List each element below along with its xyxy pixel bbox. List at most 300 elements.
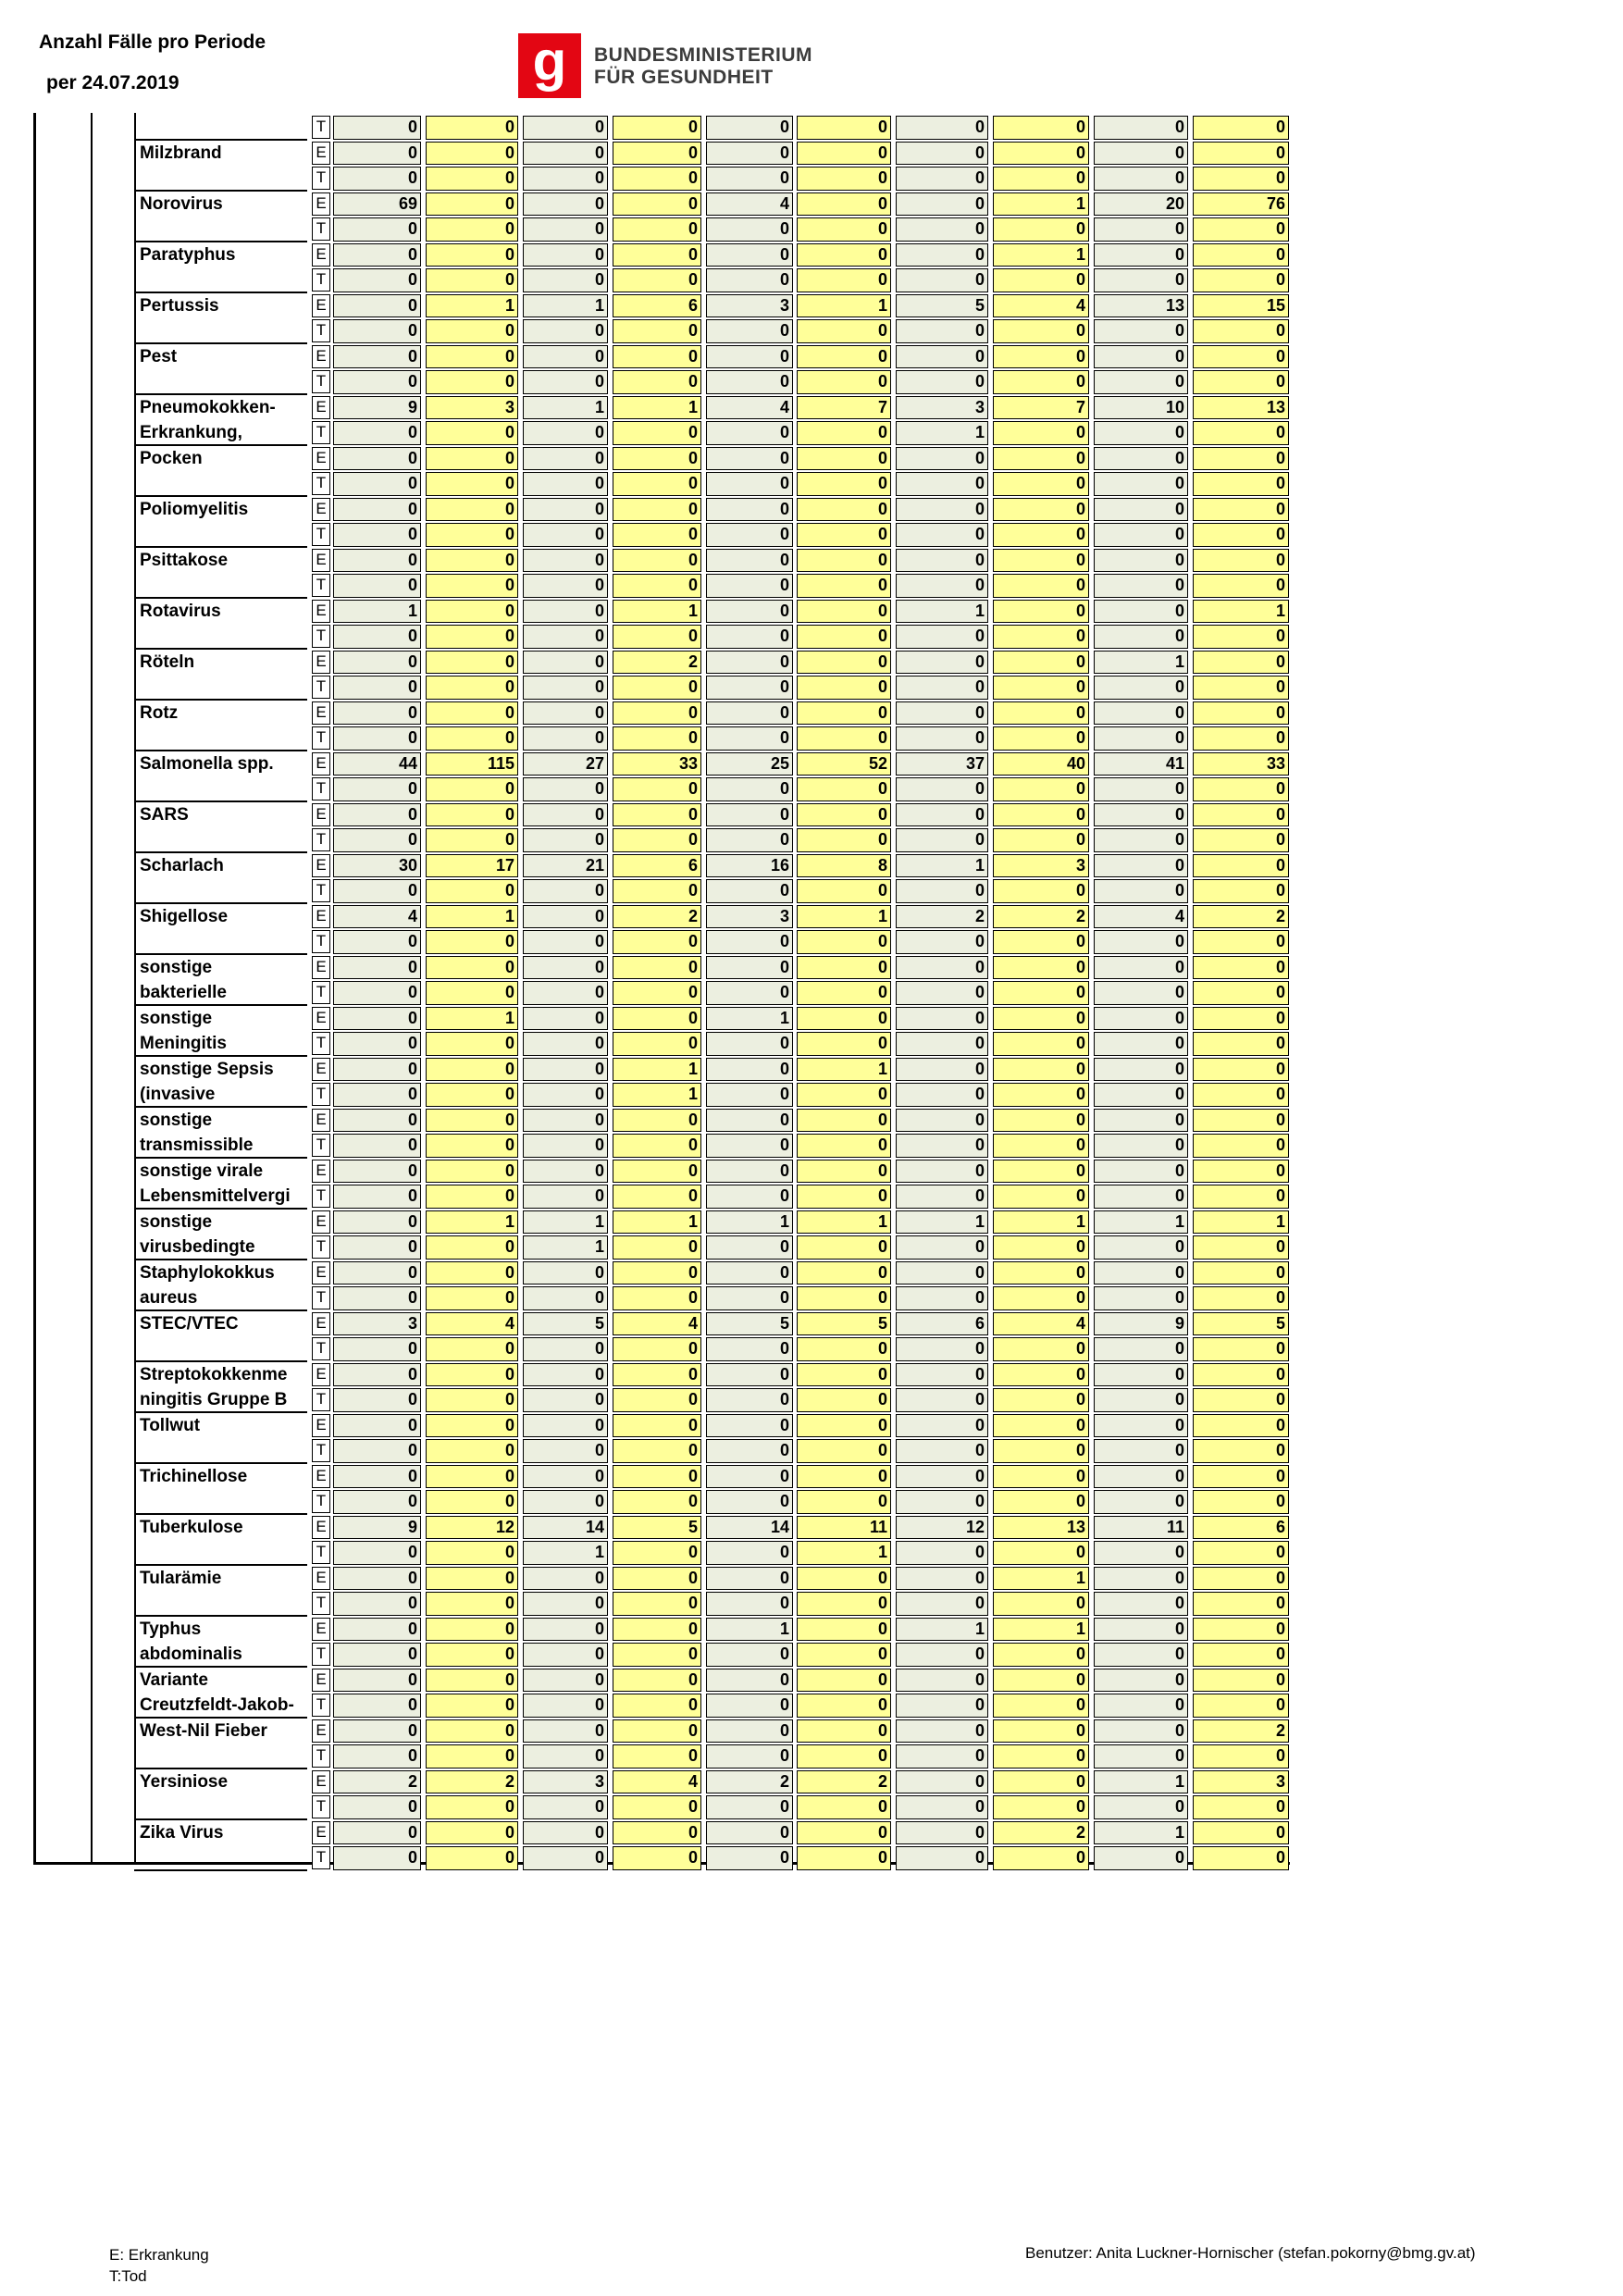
disease-name: West-Nil Fieber bbox=[140, 1720, 267, 1741]
value-cell: 0 bbox=[706, 981, 793, 1005]
legend-e: E: Erkrankung bbox=[109, 2246, 209, 2264]
value-cell: 0 bbox=[333, 268, 421, 292]
table-row bbox=[134, 318, 1291, 344]
value-cell: 0 bbox=[993, 1185, 1089, 1209]
value-cell: 0 bbox=[523, 116, 608, 140]
value-cell: 0 bbox=[1193, 1821, 1289, 1845]
disease-name: Streptokokkenme bbox=[140, 1364, 288, 1384]
value-cell: 0 bbox=[706, 116, 793, 140]
value-cell: 1 bbox=[896, 854, 988, 878]
disease-name bbox=[134, 878, 307, 904]
value-cell: 0 bbox=[1094, 1414, 1188, 1438]
value-cell: 0 bbox=[993, 472, 1089, 496]
table-row bbox=[134, 1006, 1291, 1032]
value-cell: 0 bbox=[523, 1821, 608, 1845]
value-cell: 0 bbox=[1094, 167, 1188, 191]
value-cell: 0 bbox=[613, 472, 701, 496]
value-cell: 0 bbox=[1193, 549, 1289, 573]
value-cell: 6 bbox=[896, 1312, 988, 1336]
value-cell: 0 bbox=[1193, 828, 1289, 852]
row-type: T bbox=[312, 777, 330, 800]
disease-name: Typhus bbox=[140, 1619, 202, 1639]
value-cell: 0 bbox=[896, 1567, 988, 1591]
value-cell: 0 bbox=[797, 370, 891, 394]
value-cell: 0 bbox=[426, 574, 518, 598]
value-cell: 0 bbox=[1193, 1083, 1289, 1107]
table-row bbox=[134, 344, 1291, 370]
value-cell: 0 bbox=[993, 1083, 1089, 1107]
value-cell: 0 bbox=[797, 1083, 891, 1107]
table-row bbox=[134, 675, 1291, 701]
value-cell: 0 bbox=[896, 676, 988, 700]
value-cell: 0 bbox=[993, 1363, 1089, 1387]
value-cell: 0 bbox=[797, 701, 891, 726]
value-cell: 0 bbox=[797, 1719, 891, 1744]
row-type: E bbox=[312, 1669, 330, 1692]
value-cell: 0 bbox=[993, 1694, 1089, 1718]
value-cell: 0 bbox=[1193, 1007, 1289, 1031]
value-cell: 0 bbox=[523, 1744, 608, 1769]
value-cell: 0 bbox=[1193, 217, 1289, 242]
value-cell: 0 bbox=[993, 370, 1089, 394]
table-row bbox=[134, 1515, 1291, 1541]
value-cell: 0 bbox=[993, 167, 1089, 191]
value-cell: 0 bbox=[993, 625, 1089, 649]
value-cell: 0 bbox=[797, 1744, 891, 1769]
value-cell: 76 bbox=[1193, 192, 1289, 217]
value-cell: 0 bbox=[993, 1160, 1089, 1184]
value-cell: 0 bbox=[1094, 1083, 1188, 1107]
row-type: T bbox=[312, 1388, 330, 1411]
value-cell: 0 bbox=[1193, 1058, 1289, 1082]
value-cell: 0 bbox=[1193, 981, 1289, 1005]
value-cell: 0 bbox=[523, 1363, 608, 1387]
value-cell: 0 bbox=[426, 421, 518, 445]
value-cell: 0 bbox=[896, 1770, 988, 1794]
value-cell: 0 bbox=[426, 498, 518, 522]
row-type: T bbox=[312, 1235, 330, 1259]
value-cell: 0 bbox=[993, 1643, 1089, 1667]
value-cell: 0 bbox=[426, 370, 518, 394]
value-cell: 40 bbox=[993, 752, 1089, 776]
table-row bbox=[134, 853, 1291, 879]
value-cell: 0 bbox=[333, 1821, 421, 1845]
value-cell: 0 bbox=[1193, 1795, 1289, 1819]
value-cell: 11 bbox=[1094, 1516, 1188, 1540]
value-cell: 1 bbox=[426, 1007, 518, 1031]
disease-name: abdominalis bbox=[134, 1642, 307, 1668]
value-cell: 0 bbox=[426, 879, 518, 903]
value-cell: 0 bbox=[613, 1007, 701, 1031]
value-cell: 0 bbox=[1193, 574, 1289, 598]
value-cell: 0 bbox=[706, 498, 793, 522]
value-cell: 0 bbox=[706, 1465, 793, 1489]
disease-name: Norovirus bbox=[140, 193, 223, 214]
value-cell: 0 bbox=[993, 701, 1089, 726]
row-type: E bbox=[312, 1007, 330, 1030]
table-row bbox=[134, 548, 1291, 574]
value-cell: 0 bbox=[797, 1846, 891, 1870]
value-cell: 0 bbox=[1193, 1261, 1289, 1285]
value-cell: 0 bbox=[523, 1261, 608, 1285]
value-cell: 0 bbox=[523, 447, 608, 471]
disease-name: Pest bbox=[140, 346, 178, 366]
table-row bbox=[134, 599, 1291, 625]
value-cell: 0 bbox=[706, 651, 793, 675]
value-cell: 0 bbox=[706, 777, 793, 801]
value-cell: 0 bbox=[613, 879, 701, 903]
value-cell: 0 bbox=[896, 1160, 988, 1184]
value-cell: 0 bbox=[797, 447, 891, 471]
value-cell: 2 bbox=[896, 905, 988, 929]
row-type: T bbox=[312, 676, 330, 699]
value-cell: 0 bbox=[797, 167, 891, 191]
table-divider bbox=[91, 113, 93, 1862]
disease-name: Röteln bbox=[140, 652, 195, 672]
row-type: T bbox=[312, 1846, 330, 1869]
page-title: Anzahl Fälle pro Periode bbox=[39, 31, 266, 53]
value-cell: 0 bbox=[896, 956, 988, 980]
value-cell: 0 bbox=[896, 1719, 988, 1744]
value-cell: 0 bbox=[613, 828, 701, 852]
case-table bbox=[134, 115, 1291, 1871]
value-cell: 0 bbox=[993, 1592, 1089, 1616]
value-cell: 0 bbox=[426, 1058, 518, 1082]
disease-name bbox=[134, 1591, 307, 1617]
disease-name bbox=[134, 624, 307, 650]
value-cell: 41 bbox=[1094, 752, 1188, 776]
value-cell: 0 bbox=[1193, 803, 1289, 827]
value-cell: 0 bbox=[1094, 319, 1188, 343]
value-cell: 0 bbox=[1094, 1541, 1188, 1565]
row-type: E bbox=[312, 651, 330, 674]
value-cell: 0 bbox=[797, 1286, 891, 1310]
row-type: T bbox=[312, 828, 330, 851]
value-cell: 0 bbox=[1094, 1669, 1188, 1693]
value-cell: 0 bbox=[896, 1541, 988, 1565]
table-row bbox=[134, 929, 1291, 955]
value-cell: 0 bbox=[993, 1388, 1089, 1412]
value-cell: 0 bbox=[1094, 1592, 1188, 1616]
value-cell: 0 bbox=[896, 370, 988, 394]
value-cell: 2 bbox=[613, 905, 701, 929]
value-cell: 0 bbox=[1193, 956, 1289, 980]
value-cell: 0 bbox=[1094, 981, 1188, 1005]
value-cell: 0 bbox=[706, 1083, 793, 1107]
value-cell: 0 bbox=[426, 268, 518, 292]
value-cell: 0 bbox=[523, 498, 608, 522]
value-cell: 0 bbox=[1193, 472, 1289, 496]
value-cell: 0 bbox=[426, 930, 518, 954]
table-row bbox=[134, 1719, 1291, 1744]
value-cell: 0 bbox=[1094, 447, 1188, 471]
table-row bbox=[134, 726, 1291, 751]
row-type: E bbox=[312, 956, 330, 979]
value-cell: 0 bbox=[896, 726, 988, 751]
value-cell: 0 bbox=[1193, 1185, 1289, 1209]
row-type: E bbox=[312, 498, 330, 521]
value-cell: 2 bbox=[797, 1770, 891, 1794]
value-cell: 0 bbox=[333, 1439, 421, 1463]
value-cell: 0 bbox=[993, 803, 1089, 827]
value-cell: 0 bbox=[706, 956, 793, 980]
table-row bbox=[134, 1693, 1291, 1719]
value-cell: 0 bbox=[896, 1261, 988, 1285]
logo-letter: g bbox=[532, 33, 567, 92]
value-cell: 0 bbox=[613, 116, 701, 140]
table-row bbox=[134, 1387, 1291, 1413]
value-cell: 6 bbox=[613, 294, 701, 318]
row-type: T bbox=[312, 574, 330, 597]
value-cell: 0 bbox=[993, 1465, 1089, 1489]
value-cell: 0 bbox=[613, 370, 701, 394]
value-cell: 0 bbox=[523, 1669, 608, 1693]
value-cell: 0 bbox=[896, 1286, 988, 1310]
value-cell: 0 bbox=[426, 701, 518, 726]
value-cell: 1 bbox=[993, 1567, 1089, 1591]
value-cell: 0 bbox=[797, 472, 891, 496]
table-row bbox=[134, 446, 1291, 472]
value-cell: 0 bbox=[1094, 498, 1188, 522]
value-cell: 0 bbox=[1193, 1846, 1289, 1870]
value-cell: 12 bbox=[896, 1516, 988, 1540]
value-cell: 0 bbox=[426, 1846, 518, 1870]
value-cell: 0 bbox=[797, 1337, 891, 1361]
value-cell: 0 bbox=[993, 1541, 1089, 1565]
disease-name: Tularämie bbox=[140, 1568, 222, 1588]
value-cell: 0 bbox=[896, 116, 988, 140]
value-cell: 0 bbox=[993, 600, 1089, 624]
row-type: T bbox=[312, 1490, 330, 1513]
row-type: E bbox=[312, 1465, 330, 1488]
value-cell: 0 bbox=[613, 1541, 701, 1565]
value-cell: 0 bbox=[797, 1235, 891, 1260]
disease-name: Shigellose bbox=[140, 906, 229, 926]
value-cell: 0 bbox=[333, 1618, 421, 1642]
value-cell: 0 bbox=[1094, 142, 1188, 166]
table-row bbox=[134, 980, 1291, 1006]
value-cell: 1 bbox=[1094, 1770, 1188, 1794]
value-cell: 0 bbox=[523, 319, 608, 343]
value-cell: 0 bbox=[426, 1286, 518, 1310]
value-cell: 0 bbox=[1193, 1643, 1289, 1667]
value-cell: 4 bbox=[993, 1312, 1089, 1336]
value-cell: 0 bbox=[706, 879, 793, 903]
value-cell: 1 bbox=[523, 294, 608, 318]
value-cell: 0 bbox=[426, 523, 518, 547]
value-cell: 0 bbox=[523, 1694, 608, 1718]
value-cell: 0 bbox=[426, 1669, 518, 1693]
value-cell: 0 bbox=[896, 1109, 988, 1133]
value-cell: 0 bbox=[1094, 930, 1188, 954]
value-cell: 0 bbox=[896, 701, 988, 726]
disease-name: Pneumokokken- bbox=[140, 397, 276, 417]
user-info: Benutzer: Anita Luckner-Hornischer (stefan.pokorny@bmg.gv.at) bbox=[1025, 2244, 1476, 2262]
value-cell: 0 bbox=[1094, 1235, 1188, 1260]
table-row bbox=[134, 1108, 1291, 1134]
value-cell: 0 bbox=[1193, 1160, 1289, 1184]
value-cell: 44 bbox=[333, 752, 421, 776]
value-cell: 1 bbox=[613, 1058, 701, 1082]
value-cell: 14 bbox=[706, 1516, 793, 1540]
value-cell: 0 bbox=[1094, 1286, 1188, 1310]
value-cell: 0 bbox=[706, 1567, 793, 1591]
value-cell: 0 bbox=[993, 828, 1089, 852]
value-cell: 0 bbox=[523, 523, 608, 547]
row-type: T bbox=[312, 1541, 330, 1564]
value-cell: 0 bbox=[896, 1058, 988, 1082]
row-type: T bbox=[312, 625, 330, 648]
value-cell: 0 bbox=[426, 1795, 518, 1819]
value-cell: 0 bbox=[613, 1618, 701, 1642]
value-cell: 0 bbox=[426, 1134, 518, 1158]
value-cell: 1 bbox=[896, 421, 988, 445]
value-cell: 0 bbox=[1193, 345, 1289, 369]
row-type: T bbox=[312, 268, 330, 292]
value-cell: 0 bbox=[1094, 1160, 1188, 1184]
value-cell: 0 bbox=[797, 319, 891, 343]
value-cell: 1 bbox=[797, 1058, 891, 1082]
value-cell: 0 bbox=[896, 625, 988, 649]
value-cell: 2 bbox=[426, 1770, 518, 1794]
value-cell: 4 bbox=[333, 905, 421, 929]
table-row bbox=[134, 955, 1291, 981]
row-type: E bbox=[312, 701, 330, 725]
value-cell: 0 bbox=[613, 1669, 701, 1693]
value-cell: 0 bbox=[333, 498, 421, 522]
value-cell: 0 bbox=[896, 1821, 988, 1845]
value-cell: 0 bbox=[896, 574, 988, 598]
value-cell: 1 bbox=[706, 1007, 793, 1031]
value-cell: 0 bbox=[523, 574, 608, 598]
table-row bbox=[134, 242, 1291, 268]
value-cell: 1 bbox=[993, 1618, 1089, 1642]
value-cell: 0 bbox=[706, 1363, 793, 1387]
disease-name: Milzbrand bbox=[140, 143, 222, 163]
value-cell: 0 bbox=[613, 956, 701, 980]
value-cell: 1 bbox=[896, 1210, 988, 1235]
value-cell: 5 bbox=[797, 1312, 891, 1336]
value-cell: 4 bbox=[613, 1770, 701, 1794]
value-cell: 3 bbox=[1193, 1770, 1289, 1794]
table-row bbox=[134, 522, 1291, 548]
table-row bbox=[134, 293, 1291, 319]
value-cell: 4 bbox=[993, 294, 1089, 318]
row-type: T bbox=[312, 1744, 330, 1768]
value-cell: 0 bbox=[523, 1337, 608, 1361]
value-cell: 0 bbox=[613, 1439, 701, 1463]
value-cell: 0 bbox=[523, 1058, 608, 1082]
value-cell: 0 bbox=[333, 370, 421, 394]
value-cell: 0 bbox=[523, 625, 608, 649]
value-cell: 0 bbox=[426, 1694, 518, 1718]
value-cell: 0 bbox=[613, 447, 701, 471]
value-cell: 0 bbox=[706, 447, 793, 471]
value-cell: 0 bbox=[993, 1795, 1089, 1819]
value-cell: 0 bbox=[797, 777, 891, 801]
row-type: T bbox=[312, 1439, 330, 1462]
row-type: T bbox=[312, 726, 330, 750]
value-cell: 0 bbox=[797, 1694, 891, 1718]
value-cell: 0 bbox=[613, 1795, 701, 1819]
report-date: per 24.07.2019 bbox=[46, 72, 180, 93]
value-cell: 0 bbox=[426, 217, 518, 242]
value-cell: 0 bbox=[797, 1592, 891, 1616]
value-cell: 0 bbox=[426, 1261, 518, 1285]
value-cell: 0 bbox=[993, 879, 1089, 903]
value-cell: 0 bbox=[706, 523, 793, 547]
value-cell: 0 bbox=[1193, 421, 1289, 445]
table-row bbox=[134, 192, 1291, 217]
value-cell: 0 bbox=[613, 676, 701, 700]
table-row bbox=[134, 1210, 1291, 1235]
value-cell: 0 bbox=[613, 421, 701, 445]
value-cell: 0 bbox=[426, 447, 518, 471]
value-cell: 12 bbox=[426, 1516, 518, 1540]
value-cell: 0 bbox=[706, 345, 793, 369]
value-cell: 0 bbox=[333, 1109, 421, 1133]
value-cell: 0 bbox=[896, 192, 988, 217]
value-cell: 0 bbox=[523, 268, 608, 292]
disease-name bbox=[134, 675, 307, 701]
value-cell: 0 bbox=[613, 1185, 701, 1209]
value-cell: 0 bbox=[993, 142, 1089, 166]
row-type: E bbox=[312, 1516, 330, 1539]
disease-name: aureus bbox=[134, 1285, 307, 1311]
value-cell: 0 bbox=[1094, 600, 1188, 624]
value-cell: 0 bbox=[896, 142, 988, 166]
value-cell: 0 bbox=[1094, 421, 1188, 445]
value-cell: 0 bbox=[613, 243, 701, 267]
row-type: T bbox=[312, 370, 330, 393]
value-cell: 0 bbox=[797, 192, 891, 217]
value-cell: 0 bbox=[706, 1286, 793, 1310]
value-cell: 0 bbox=[523, 1414, 608, 1438]
value-cell: 5 bbox=[896, 294, 988, 318]
row-type: E bbox=[312, 600, 330, 623]
value-cell: 0 bbox=[1193, 1134, 1289, 1158]
value-cell: 0 bbox=[1193, 1567, 1289, 1591]
value-cell: 0 bbox=[797, 1261, 891, 1285]
value-cell: 0 bbox=[333, 167, 421, 191]
value-cell: 0 bbox=[613, 1490, 701, 1514]
row-type: E bbox=[312, 1261, 330, 1285]
value-cell: 1 bbox=[426, 294, 518, 318]
table-row bbox=[134, 776, 1291, 802]
value-cell: 0 bbox=[706, 1439, 793, 1463]
value-cell: 1 bbox=[1094, 1821, 1188, 1845]
value-cell: 0 bbox=[426, 167, 518, 191]
disease-name: SARS bbox=[140, 804, 189, 825]
value-cell: 0 bbox=[896, 1490, 988, 1514]
value-cell: 0 bbox=[523, 1185, 608, 1209]
value-cell: 0 bbox=[1193, 1337, 1289, 1361]
value-cell: 0 bbox=[426, 1744, 518, 1769]
disease-name bbox=[134, 573, 307, 599]
row-type: E bbox=[312, 1160, 330, 1183]
value-cell: 0 bbox=[426, 142, 518, 166]
value-cell: 0 bbox=[523, 1109, 608, 1133]
value-cell: 0 bbox=[613, 1643, 701, 1667]
value-cell: 0 bbox=[993, 1846, 1089, 1870]
value-cell: 0 bbox=[797, 268, 891, 292]
value-cell: 0 bbox=[706, 1821, 793, 1845]
value-cell: 0 bbox=[1094, 217, 1188, 242]
value-cell: 1 bbox=[896, 1618, 988, 1642]
value-cell: 1 bbox=[333, 600, 421, 624]
value-cell: 0 bbox=[896, 1795, 988, 1819]
value-cell: 0 bbox=[523, 930, 608, 954]
